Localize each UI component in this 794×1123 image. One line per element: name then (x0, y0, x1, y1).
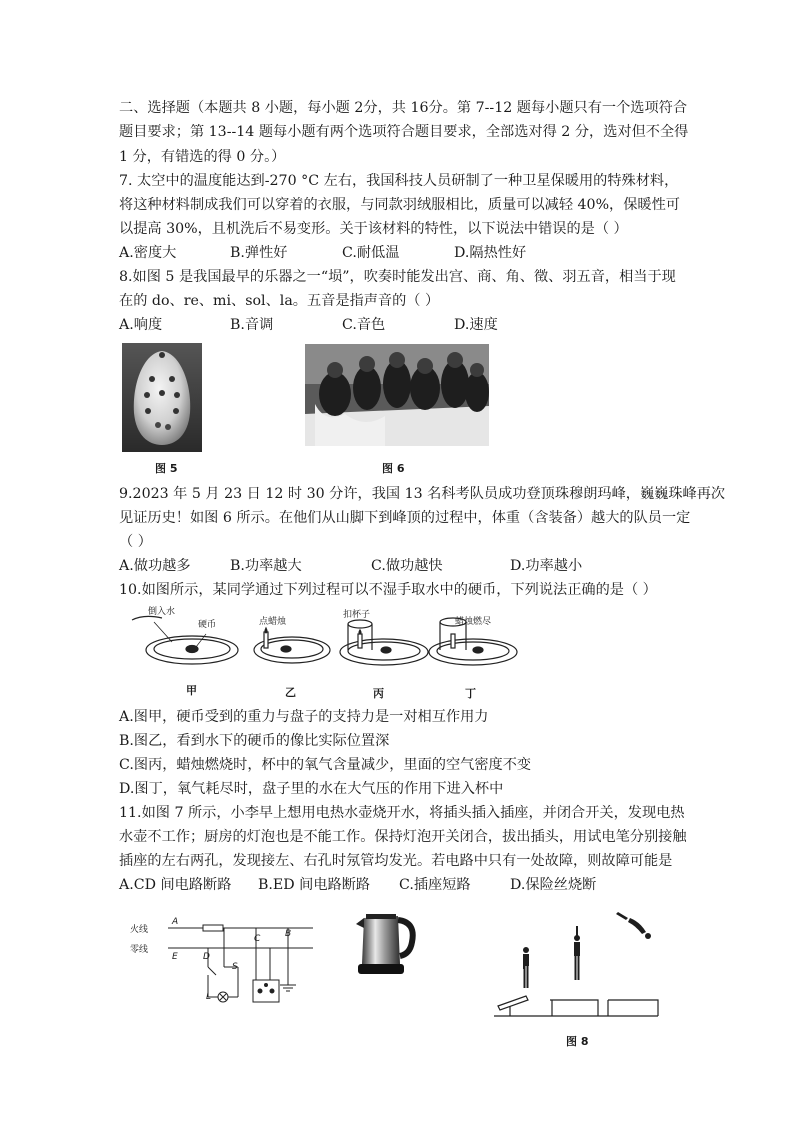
section-line-1: 二、选择题（本题共 8 小题，每小题 2分，共 16分。第 7--12 题每小题只有一个选项符合 (119, 100, 688, 116)
switch-s-label: S (232, 962, 238, 972)
q8-option-d: D.速度 (454, 317, 498, 333)
panel-label-yi: 乙 (285, 686, 296, 699)
panel-label-bing: 丙 (373, 687, 384, 700)
node-d-label: D (203, 952, 210, 962)
q9-option-b: B.功率越大 (230, 558, 302, 574)
figure-5-caption: 图 5 (155, 462, 178, 475)
q11-line-2: 水壶不工作；厨房的灯泡也是不能工作。保持灯泡开关闭合，拔出插头，用试电笔分别接触 (119, 829, 687, 845)
xun-instrument-photo (122, 343, 202, 452)
q8-option-a: A.响度 (119, 317, 163, 333)
q11-option-c: C.插座短路 (399, 877, 471, 893)
household-circuit-diagram (128, 915, 328, 1015)
label-coin: 硬币 (198, 620, 217, 630)
q8-line-1: 8.如图 5 是我国最早的乐器之一“埙”，吹奏时能发出宫、商、角、徵、羽五音，相当于现 (119, 269, 676, 285)
q11-line-3: 插座的左右两孔，发现接左、右孔时氖管均发光。若电路中只有一处故障，则故障可能是 (119, 853, 673, 869)
label-candle-burnout: 蜡烛燃尽 (455, 617, 492, 627)
panel-label-ding: 丁 (465, 687, 476, 700)
q11-option-b: B.ED 间电路断路 (258, 877, 371, 893)
section-line-2: 题目要求；第 13--14 题每小题有两个选项符合题目要求，全部选对得 2 分，选对但不全得 (119, 124, 689, 140)
q8-line-2: 在的 do、re、mi、sol、la。五音是指声音的（ ） (119, 293, 440, 309)
q7-line-3: 以提高 30%，且机洗后不易变形。关于该材料的特性，以下说法中错误的是（ ） (119, 221, 628, 237)
q10-option-b: B.图乙，看到水下的硬币的像比实际位置深 (119, 733, 390, 749)
q7-line-1: 7. 太空中的温度能达到-270 °C 左右，我国科技人员研制了一种卫星保暖用的特殊材料， (119, 173, 679, 189)
q10-line-1: 10.如图所示，某同学通过下列过程可以不湿手取水中的硬币，下列说法正确的是（ ） (119, 582, 657, 598)
everest-team-photo (305, 344, 489, 446)
q8-option-c: C.音色 (342, 317, 386, 333)
node-a-label: A (172, 917, 179, 927)
label-cover-cup: 扣杯子 (343, 610, 371, 620)
live-wire-label: 火线 (130, 925, 149, 935)
figure-6-caption: 图 6 (382, 462, 405, 475)
q9-line-3: （ ） (119, 534, 152, 550)
neutral-wire-label: 零线 (130, 945, 149, 955)
q9-line-2: 见证历史！如图 6 所示。在他们从山脚下到峰顶的过程中，体重（含装备）越大的队员一定 (119, 510, 691, 526)
q11-line-1: 11.如图 7 所示，小李早上想用电热水壶烧开水，将插头插入插座，并闭合开关，发现电热 (119, 805, 685, 821)
q9-option-d: D.功率越小 (510, 558, 583, 574)
q7-option-d: D.隔热性好 (454, 245, 527, 261)
diving-platforms-diagram (490, 908, 660, 1023)
section-line-3: 1 分，有错选的得 0 分。） (119, 149, 286, 165)
node-e-label: E (172, 952, 178, 962)
panel-label-jia: 甲 (186, 684, 197, 697)
q8-option-b: B.音调 (230, 317, 274, 333)
label-light-candle: 点蜡烛 (259, 617, 287, 627)
node-c-label: C (254, 934, 261, 944)
q9-option-c: C.做功越快 (371, 558, 443, 574)
q7-option-b: B.弹性好 (230, 245, 288, 261)
q9-option-a: A.做功越多 (119, 558, 191, 574)
figure-8-caption: 图 8 (566, 1035, 589, 1048)
q11-option-d: D.保险丝烧断 (510, 877, 597, 893)
node-b-label: B (285, 929, 292, 939)
q7-option-a: A.密度大 (119, 245, 177, 261)
q7-line-2: 将这种材料制成我们可以穿着的衣服，与同款羽绒服相比，质量可以减轻 40%，保暖性可 (119, 197, 680, 213)
q11-option-a: A.CD 间电路断路 (119, 877, 232, 893)
lamp-l-label: L (206, 992, 212, 1002)
q10-option-a: A.图甲，硬币受到的重力与盘子的支持力是一对相互作用力 (119, 709, 489, 725)
q10-option-d: D.图丁，氧气耗尽时，盘子里的水在大气压的作用下进入杯中 (119, 781, 504, 797)
q10-option-c: C.图丙，蜡烛燃烧时，杯中的氧气含量减少，里面的空气密度不变 (119, 757, 532, 773)
q7-option-c: C.耐低温 (342, 245, 400, 261)
electric-kettle-photo (354, 908, 416, 976)
label-pour-water: 倒入水 (148, 607, 176, 617)
q9-line-1: 9.2023 年 5 月 23 日 12 时 30 分许，我国 13 名科考队员成功登顶珠穆朗玛峰，巍巍珠峰再次 (119, 486, 726, 502)
